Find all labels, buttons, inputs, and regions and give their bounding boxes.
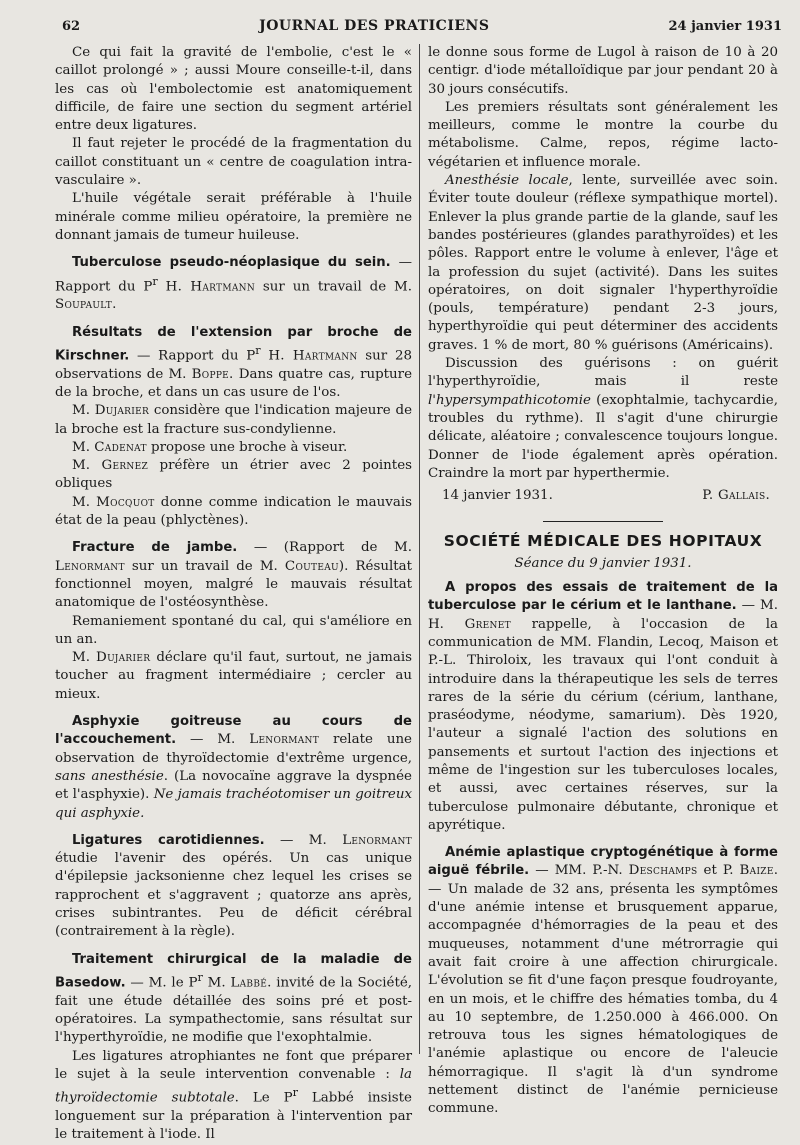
section-title: A propos des essais de traitement de la tuberculose par le cérium et le lanthane. xyxy=(428,580,778,614)
section-separator xyxy=(543,521,663,522)
paragraph: Remaniement spontané du cal, qui s'améliore en un an. xyxy=(55,613,412,647)
section-tuberculose-sein: Tuberculose pseudo-néoplasique du sein. — Rapport du $P^r$ H. Hartmann sur un travail de M. Soupault. xyxy=(55,255,412,313)
author-name: H. Hartmann xyxy=(268,348,358,364)
section-ligatures: Ligatures carotidiennes. — M. Lenormant étudie l'avenir des opérés. Un cas unique d'épilepsie jacksonienne chez lequel les crises se rapprochent et s'aggravent ; quatorze ans après, crises subintrantes. Peu de déficit cérébral (contrairement à la règle). xyxy=(55,832,412,940)
signature-name: P. Gallais. xyxy=(702,488,770,504)
section-kirschner: Résultats de l'extension par broche de Kirschner. — Rapport du $P^r$ H. Hartmann sur 28 observations de M. Boppe. Dans quatre cas, rupture de la broche, et dans un cas usure de l'os. xyxy=(55,324,412,400)
section-fracture-jambe: Fracture de jambe. — (Rapport de M. Lenormant sur un travail de M. Couteau). Résultat fonctionnel moyen, malgré le mauvais résultat anatomique de l'ostéosynthèse. xyxy=(55,540,412,611)
paragraph: Discussion des guérisons : on guérit l'hyperthyroïdie, mais il reste l'hypersympathicotomie (exophtalmie, tachycardie, troubles du rythme). Il s'agit d'une chirurgie délicate, aléatoire ; convalescence toujours longue. Donner de l'iode également après opération. Craindre la mort par hyperthermie. xyxy=(428,356,778,481)
column-divider xyxy=(419,44,420,1054)
section-title: Asphyxie goitreuse au cours de l'accouchement. xyxy=(55,714,412,748)
paragraph: Les ligatures atrophiantes ne font que préparer le sujet à la seule intervention convenable : la thyroïdectomie subtotale. Le $P^r$ Labbé insiste longuement sur la préparation à l'intervention par le traitement à l'iode. Il xyxy=(55,1048,412,1143)
author-name: Couteau xyxy=(284,558,339,574)
author-name: Grenet xyxy=(464,616,511,632)
author-name: Baize xyxy=(739,863,774,879)
paragraph: M. Dujarier déclare qu'il faut, surtout, ne jamais toucher au fragment intermédiaire ; cercler au mieux. xyxy=(55,650,412,702)
journal-title: JOURNAL DES PRATICIENS xyxy=(259,18,490,34)
author-name: Lenormant xyxy=(249,732,320,748)
author-name: Soupault. xyxy=(55,297,117,313)
section-title: Traitement chirurgical de la maladie de Basedow. xyxy=(55,951,412,991)
paragraph: Il faut rejeter le procédé de la fragmentation du caillot constituant un « centre de coagulation intra-vasculaire ». xyxy=(55,136,412,189)
right-column xyxy=(428,44,778,1119)
session-date: Séance du 9 janvier 1931. xyxy=(514,555,692,571)
section-title: Fracture de jambe. xyxy=(72,540,238,556)
section-title: Tuberculose pseudo-néoplasique du sein. xyxy=(72,255,391,271)
author-name: Lenormant xyxy=(55,558,125,574)
paragraph: Ce qui fait la gravité de l'embolie, c'est le « caillot prolongé » ; aussi Moure conseille-t-il, dans les cas où l'embolectomie est anatomiquement difficile, de faire une section du segment artériel entre deux ligatures. xyxy=(55,45,412,134)
section-title: Anémie aplastique cryptogénétique à forme aiguë fébrile. xyxy=(428,845,778,879)
paragraph: M. Cadenat propose une broche à viseur. xyxy=(72,439,348,455)
paragraph: Les premiers résultats sont généralement les meilleurs, comme le montre la courbe du métabolisme. Calme, repos, régime lacto-végétarien et influence morale. xyxy=(428,99,778,170)
section-title: Résultats de l'extension par broche de Kirschner. xyxy=(55,324,412,364)
society-heading: SOCIÉTÉ MÉDICALE DES HOPITAUX xyxy=(443,532,763,551)
paragraph: Anesthésie locale, lente, surveillée avec soin. Éviter toute douleur (réflexe sympathique mortel). Enlever la plus grande partie de la glande, sauf les bandes postérieures (glandes parathyroïdes) et les pôles. Rapport entre le volume à enlever, l'âge et la profession du sujet (activité). Dans les suites opératoires, on doit signaler l'hyperthyroïdie (pouls, température) pendant 2-3 jours, hyperthyroïdie qui peut déterminer des accidents graves. 1 % de mort, 80 % guérisons (Américains). xyxy=(428,173,778,353)
paragraph: M. Mocquot donne comme indication le mauvais état de la peau (phlyctènes). xyxy=(55,494,412,529)
author-name: Gernez xyxy=(101,458,149,474)
author-name: Cadenat xyxy=(94,439,147,455)
author-name: Dujarier xyxy=(94,403,150,419)
section-cerium: A propos des essais de traitement de la tuberculose par le cérium et le lanthane. — M. H. Grenet rappelle, à l'occasion de la communication de MM. Flandin, Lecoq, Maison et P.-L. Thiroloix, les travaux qui l'ont conduit à introduire dans la thérapeutique les sels de terres rares de la série du cérium (cérium, lanthane, praséodyme, néodyme, samarium). Dès 1920, l'auteur a signalé l'action des solutions en pansements et surtout l'action des injections et même de l'ingestion sur les tuberculoses locales, et aussi, avec certaines réserves, sur la tuberculose pulmonaire débutante, chronique et apyrétique. xyxy=(428,580,779,833)
section-title: Ligatures carotidiennes. xyxy=(72,832,265,848)
section-asphyxie: Asphyxie goitreuse au cours de l'accouchement. — M. Lenormant relate une observation de thyroïdectomie d'extrême urgence, sans anesthésie. (La novocaïne aggrave la dyspnée et l'asphyxie). Ne jamais trachéotomiser un goitreux qui asphyxie. xyxy=(55,714,412,821)
left-column xyxy=(55,44,412,1145)
page-header xyxy=(62,18,782,34)
paragraph: M. Gernez préfère un étrier avec 2 pointes obliques xyxy=(55,458,412,492)
paragraph: M. Dujarier considère que l'indication majeure de la broche est la fracture sus-condylienne. xyxy=(55,403,413,437)
paragraph: L'huile végétale serait préférable à l'huile minérale comme milieu opératoire, la première ne donnant jamais de tumeur huileuse. xyxy=(55,191,412,243)
author-name: Dujarier xyxy=(96,650,151,666)
author-name: Boppe. xyxy=(191,366,234,382)
paragraph: le donne sous forme de Lugol à raison de 10 à 20 centigr. d'iode métalloïdique par jour pendant 20 à 30 jours consécutifs. xyxy=(428,45,778,97)
page-number: 62 xyxy=(62,19,81,34)
section-anemie: Anémie aplastique cryptogénétique à forme aiguë fébrile. — MM. P.-N. Deschamps et P. Baize. — Un malade de 32 ans, présenta les symptômes d'une anémie intense et brusquement apparue, accompagnée d'hémorragies de la peau et des muqueuses, notamment d'une métrorragie qui avait fait croire à une affection chirurgicale. L'évolution se fit d'une façon presque foudroyante, en un mois, et le chiffre des hématies tomba, du 4 au 10 septembre, de 1.250.000 à 466.000. On retrouva tous les signes hématologiques de l'anémie aplastique ou encore de l'aleucie hémorragique. Il s'agit là d'un syndrome nettement distinct de l'anémie pernicieuse commune. xyxy=(428,845,778,1117)
author-name: Deschamps xyxy=(628,863,698,879)
section-basedow: Traitement chirurgical de la maladie de Basedow. — M. le $P^r$ M. Labbé. invité de la Société, fait une étude détaillée des soins pré et post-opératoires. La sympathectomie, sans résultat sur l'hyperthyroïdie, ne modifie que l'exophtalmie. xyxy=(55,951,413,1046)
signature-date: 14 janvier 1931. xyxy=(442,488,553,504)
issue-date: 24 janvier 1931 xyxy=(668,19,782,34)
author-name: H. Hartmann xyxy=(165,279,256,295)
author-name: Mocquot xyxy=(96,494,155,510)
signature-row xyxy=(428,487,778,505)
author-name: Lenormant xyxy=(342,832,412,848)
author-name: Labbé xyxy=(230,975,268,991)
